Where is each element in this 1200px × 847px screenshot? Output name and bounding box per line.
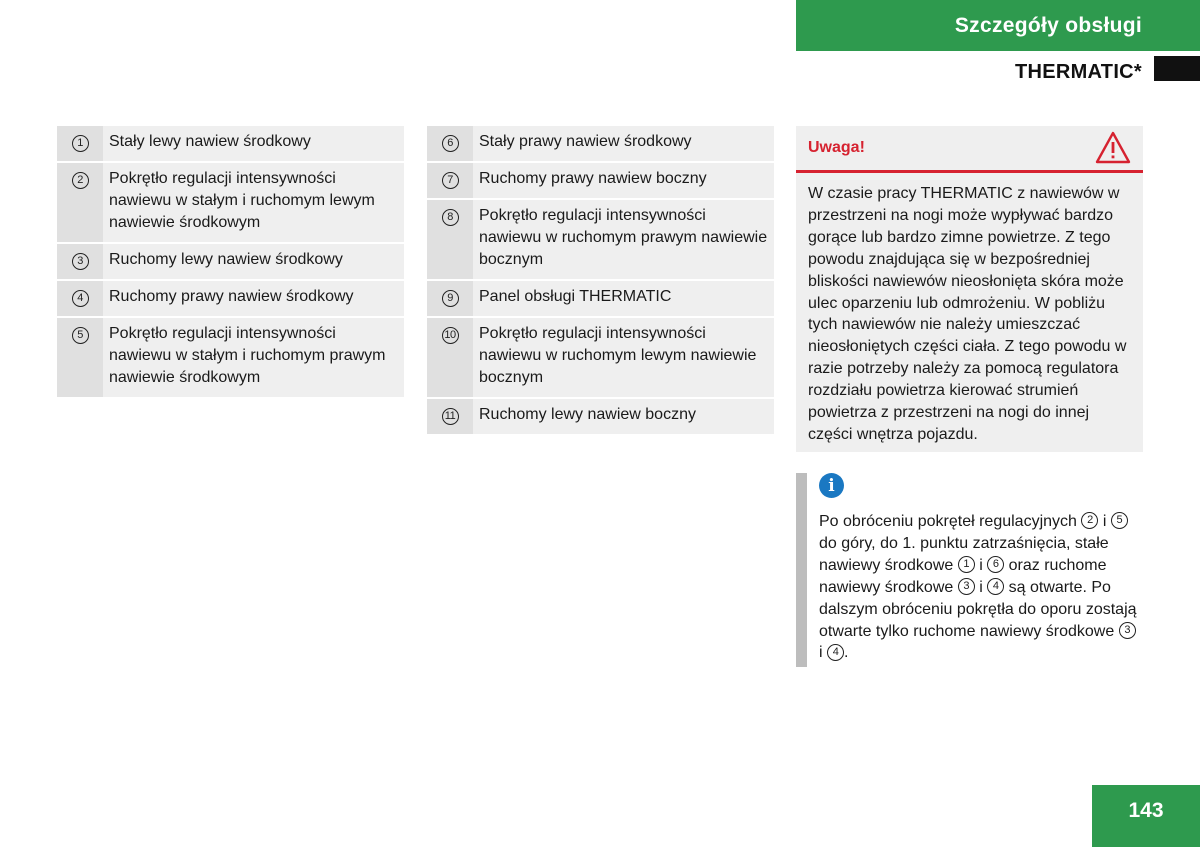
ref-number: 3 <box>958 578 975 595</box>
legend-number: 1 <box>72 135 89 152</box>
legend-row <box>427 399 774 436</box>
legend-number: 2 <box>72 172 89 189</box>
legend-text: Pokrętło regulacji intensywności nawiewu w stałym i ruchomym lewym nawiewie środkowym <box>103 163 404 244</box>
warning-header <box>796 126 1143 173</box>
subsection-title: THERMATIC* <box>1014 61 1142 83</box>
legend-row <box>427 163 774 200</box>
warning-label: Uwaga! <box>808 139 865 156</box>
info-icon: i <box>819 473 844 498</box>
legend-text: Stały lewy nawiew środkowy <box>103 126 404 163</box>
warning-triangle-icon <box>1095 131 1131 165</box>
section-title: Szczegóły obsługi <box>796 0 1200 51</box>
legend-row <box>57 318 404 399</box>
legend-number: 11 <box>442 408 459 425</box>
page-number: 143 <box>1092 785 1200 847</box>
legend-text: Ruchomy prawy nawiew środkowy <box>103 281 404 318</box>
legend-number: 4 <box>72 290 89 307</box>
legend-number: 7 <box>442 172 459 189</box>
header-marker-bar <box>1154 56 1200 81</box>
legend-text: Pokrętło regulacji intensywności nawiewu w ruchomym prawym nawiewie bocznym <box>473 200 774 281</box>
legend-number: 9 <box>442 290 459 307</box>
ref-number: 6 <box>987 556 1004 573</box>
legend-text: Panel obsługi THERMATIC <box>473 281 774 318</box>
legend-number: 6 <box>442 135 459 152</box>
legend-row <box>57 163 404 244</box>
legend-text: Ruchomy lewy nawiew środkowy <box>103 244 404 281</box>
legend-row <box>427 126 774 163</box>
legend-number: 3 <box>72 253 89 270</box>
legend-row <box>427 318 774 399</box>
legend-number: 10 <box>442 327 459 344</box>
legend-row <box>57 244 404 281</box>
legend-row <box>427 200 774 281</box>
legend-text: Stały prawy nawiew środkowy <box>473 126 774 163</box>
ref-number: 4 <box>827 644 844 661</box>
info-box <box>796 473 1143 667</box>
legend-row <box>427 281 774 318</box>
legend-text: Pokrętło regulacji intensywności nawiewu w ruchomym lewym nawiewie bocznym <box>473 318 774 399</box>
ref-number: 2 <box>1081 512 1098 529</box>
legend-row <box>57 281 404 318</box>
ref-number: 1 <box>958 556 975 573</box>
info-text: Po obróceniu pokręteł regulacyjnych 2 i 5 do góry, do 1. punktu zatrzaśnięcia, stałe nawiewy środkowe 1 i 6 oraz ruchome nawiewy środkowe 3 i 4 są otwarte. Po dalszym obróceniu pokrętła do oporu zostają otwarte tylko ruchome nawiewy środkowe 3 i 4 . <box>819 513 1137 662</box>
legend-text: Ruchomy prawy nawiew boczny <box>473 163 774 200</box>
ref-number: 5 <box>1111 512 1128 529</box>
legend-number: 5 <box>72 327 89 344</box>
legend-row <box>57 126 404 163</box>
legend-table-right <box>427 126 774 436</box>
legend-number: 8 <box>442 209 459 226</box>
legend-text: Ruchomy lewy nawiew boczny <box>473 399 774 436</box>
ref-number: 3 <box>1119 622 1136 639</box>
legend-text: Pokrętło regulacji intensywności nawiewu w stałym i ruchomym prawym nawiewie środkowym <box>103 318 404 399</box>
ref-number: 4 <box>987 578 1004 595</box>
warning-box <box>796 126 1143 452</box>
legend-table-left <box>57 126 404 399</box>
info-side-bar <box>796 473 807 667</box>
warning-text: W czasie pracy THERMATIC z nawiewów w przestrzeni na nogi może wypływać bardzo gorące lub bardzo zimne powietrze. Z tego powodu znajdująca się w bezpośredniej bliskości nawiewów nieosłonięta skóra może ulec oparzeniu lub odmrożeniu. W pobliżu tych nawiewów nie należy umieszczać nieosłoniętych części ciała. Z tego powodu w razie potrzeby należy za pomocą regulatora rozdziału powietrza kierować strumień powietrza z przestrzeni na nogi do innej części wnętrza pojazdu. <box>808 185 1127 443</box>
